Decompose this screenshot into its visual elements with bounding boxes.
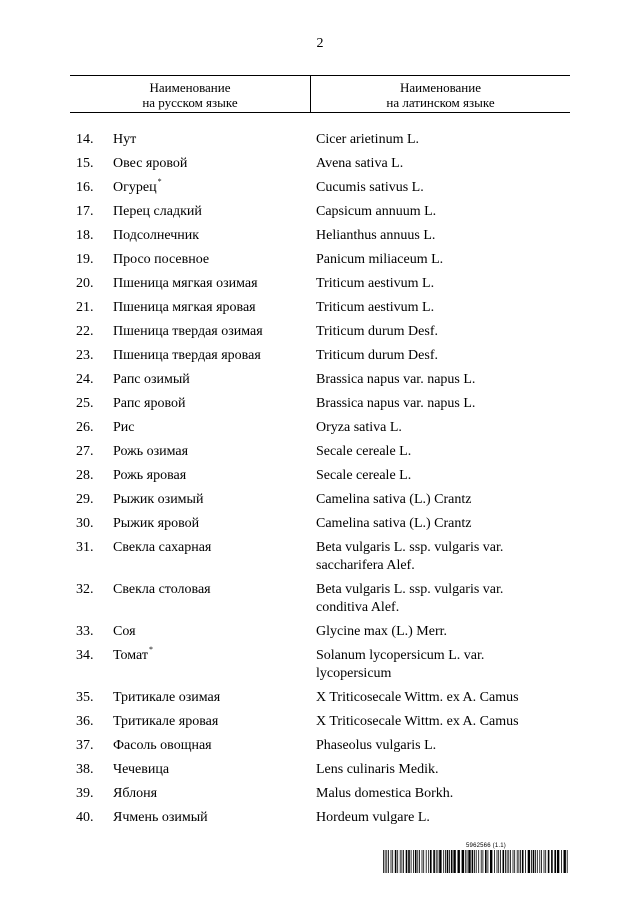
russian-name [113,347,308,365]
latin-name [316,419,556,437]
russian-name [113,227,308,245]
latin-name [316,203,556,221]
russian-name-text: Яблоня [113,786,158,801]
table-row [0,152,640,176]
latin-name-line: Hordeum vulgare L. [316,810,430,825]
barcode-bar [548,850,550,873]
latin-name [316,785,556,803]
latin-name [316,623,556,641]
table-row [0,536,640,578]
barcode-bar [385,850,386,873]
russian-name [113,299,308,317]
table-row [0,128,640,152]
barcode-bar [426,850,427,873]
barcode-bar [467,850,468,873]
barcode-bar [388,850,389,873]
header-russian-line-2: на русском языке [142,94,238,110]
row-number: 18. [76,228,94,243]
row-number: 23. [76,348,94,363]
russian-name [113,737,308,755]
header-russian-line-1: Наименование [149,79,231,95]
russian-name-text: Рожь яровая [113,468,187,483]
barcode-bar [498,850,499,873]
barcode-bar [391,850,392,873]
barcode-bar [488,850,489,873]
barcode-bar [520,850,521,873]
russian-name-text: Рис [113,420,135,435]
barcode-bar [522,850,524,873]
table-row [0,686,640,710]
russian-name [113,713,308,731]
table-row [0,734,640,758]
barcode-bar [422,850,423,873]
russian-name-text: Чечевица [113,762,170,777]
russian-name [113,131,308,149]
russian-name-text: Томат [113,648,148,663]
russian-name [113,491,308,509]
barcode-bar [408,850,410,873]
table-row [0,200,640,224]
barcode-bar [490,850,492,873]
latin-name [316,443,556,461]
row-number: 33. [76,624,94,639]
row-number: 26. [76,420,94,435]
page-number: 2 [316,36,324,51]
table-row [0,368,640,392]
latin-name [316,155,556,173]
russian-name-text: Пшеница твердая яровая [113,348,261,363]
barcode-bar [472,850,474,873]
barcode-bar [419,850,420,873]
barcode-bar [505,850,506,873]
latin-name [316,227,556,245]
latin-name-line: saccharifera Alef. [316,558,415,573]
russian-name [113,809,308,827]
barcode-bar [528,850,530,873]
row-number: 27. [76,444,94,459]
latin-name-line: Camelina sativa (L.) Crantz [316,516,472,531]
latin-name-line: Capsicum annuum L. [316,204,437,219]
latin-name [316,347,556,365]
latin-name-line: Brassica napus var. napus L. [316,396,476,411]
latin-name-line: Cucumis sativus L. [316,180,424,195]
barcode-bar [535,850,536,873]
latin-name-line: Panicum miliaceum L. [316,252,444,267]
russian-name [113,395,308,413]
barcode-bar [417,850,418,873]
russian-name-text: Перец сладкий [113,204,202,219]
barcode-bar [557,850,559,873]
row-number: 17. [76,204,94,219]
russian-name [113,785,308,803]
barcode-bar [554,850,556,873]
barcode-bar [474,850,475,873]
russian-name-text: Пшеница мягкая яровая [113,300,256,315]
barcode-bar [483,850,484,873]
row-number: 22. [76,324,94,339]
table-row [0,176,640,200]
table-row [0,296,640,320]
barcode-bar [510,850,511,873]
latin-name-line: Beta vulgaris L. ssp. vulgaris var. [316,540,504,555]
latin-name-line: Oryza sativa L. [316,420,402,435]
latin-name-line: Malus domestica Borkh. [316,786,454,801]
russian-name-text: Овес яровой [113,156,188,171]
latin-name [316,539,556,575]
row-number: 29. [76,492,94,507]
russian-name [113,203,308,221]
barcode-bar [453,850,455,873]
row-number: 28. [76,468,94,483]
russian-name [113,419,308,437]
russian-name [113,443,308,461]
table-row [0,248,640,272]
latin-name [316,581,556,617]
barcode-bar [468,850,470,873]
latin-name [316,299,556,317]
latin-name [316,131,556,149]
table-row [0,272,640,296]
latin-name [316,275,556,293]
barcode-bar [433,850,435,873]
russian-name-text: Свекла сахарная [113,540,212,555]
barcode-bar [544,850,545,873]
row-number: 24. [76,372,94,387]
barcode-bar [567,850,568,873]
table-row [0,710,640,734]
table-row [0,416,640,440]
row-number: 39. [76,786,94,801]
barcode-bar [462,850,464,873]
barcode-bar [436,850,437,873]
barcode-bar [395,850,397,873]
russian-name-text: Соя [113,624,136,639]
latin-name [316,713,556,731]
latin-name [316,371,556,389]
table-row [0,578,640,620]
russian-name-text: Рапс озимый [113,372,190,387]
barcode-bar [447,850,449,873]
barcode-bar [415,850,417,873]
russian-name-text: Фасоль овощная [113,738,212,753]
barcode-image [382,850,570,873]
row-number: 34. [76,648,94,663]
table-row [0,344,640,368]
barcode-bar [531,850,532,873]
row-number: 14. [76,132,94,147]
latin-name-line: Glycine max (L.) Merr. [316,624,448,639]
barcode-bar [485,850,487,873]
russian-name-text: Тритикале озимая [113,690,221,705]
latin-name-line: Solanum lycopersicum L. var. [316,648,485,663]
barcode-bar [449,850,450,873]
barcode-bar [465,850,466,873]
latin-name [316,761,556,779]
latin-name-line: Beta vulgaris L. ssp. vulgaris var. [316,582,504,597]
russian-name [113,275,308,293]
row-number: 36. [76,714,94,729]
barcode-bar [383,850,384,873]
row-number: 31. [76,540,94,555]
latin-name-line: Camelina sativa (L.) Crantz [316,492,472,507]
barcode-bar [519,850,520,873]
table-row [0,464,640,488]
latin-name [316,323,556,341]
russian-name [113,623,308,641]
barcode-bar [508,850,509,873]
barcode-bar [551,850,553,873]
latin-name-line: X Triticosecale Wittm. ex A. Camus [316,690,519,705]
latin-name-line: Phaseolus vulgaris L. [316,738,437,753]
latin-name-line: lycopersicum [316,666,392,681]
barcode-bar [413,850,414,873]
barcode-bar [439,850,441,873]
barcode-bar [494,850,495,873]
barcode-bar [438,850,439,873]
russian-name [113,761,308,779]
latin-name [316,515,556,533]
russian-name-text: Просо посевное [113,252,210,267]
table-header [70,75,570,113]
row-number: 25. [76,396,94,411]
russian-name-text: Рожь озимая [113,444,189,459]
row-number: 20. [76,276,94,291]
barcode-bar [445,850,446,873]
barcode-bar [514,850,515,873]
russian-name-text: Рыжик яровой [113,516,200,531]
latin-name [316,491,556,509]
barcode-bar [423,850,424,873]
header-latin-line-1: Наименование [400,79,481,95]
russian-name-text: Свекла столовая [113,582,211,597]
latin-name [316,737,556,755]
barcode-bar [476,850,477,873]
russian-name-text: Подсолнечник [113,228,200,243]
russian-name [113,515,308,533]
russian-name-text: Рапс яровой [113,396,186,411]
table-row [0,758,640,782]
footnote-marker: * [157,177,162,186]
latin-name-line: Triticum durum Desf. [316,348,438,363]
table-row [0,620,640,644]
header-latin-line-2: на латинском языке [386,94,495,110]
barcode-bar [428,850,429,873]
barcode-bar [397,850,398,873]
footnote-marker: * [148,645,153,654]
latin-name [316,251,556,269]
russian-name [113,689,308,707]
russian-name-text: Рыжик озимый [113,492,204,507]
header-latin-name [311,76,570,112]
russian-name [113,539,308,557]
table-row [0,488,640,512]
row-number: 35. [76,690,94,705]
latin-name-line: Secale cereale L. [316,444,412,459]
latin-name-line: Triticum aestivum L. [316,300,435,315]
barcode-bar [451,850,453,873]
barcode-bar [507,850,508,873]
barcode-bar [403,850,404,873]
barcode-bar [525,850,526,873]
latin-name-line: conditiva Alef. [316,600,400,615]
russian-name [113,467,308,485]
barcode-bar [533,850,535,873]
row-number: 21. [76,300,94,315]
header-russian-name [70,76,311,112]
russian-name-text: Ячмень озимый [113,810,208,825]
row-number: 30. [76,516,94,531]
latin-name-line: Triticum durum Desf. [316,324,438,339]
row-number: 16. [76,180,94,195]
russian-name [113,581,308,599]
latin-name [316,179,556,197]
russian-name-text: Тритикале яровая [113,714,219,729]
russian-name [113,155,308,173]
russian-name-text: Пшеница твердая озимая [113,324,263,339]
barcode-bar [541,850,542,873]
russian-name [113,323,308,341]
table-row [0,392,640,416]
barcode-bar [497,850,498,873]
row-number: 37. [76,738,94,753]
barcode-bar [478,850,479,873]
row-number: 40. [76,810,94,825]
row-number: 15. [76,156,94,171]
barcode-bar [443,850,444,873]
barcode-bar [545,850,546,873]
russian-name-text: Огурец [113,180,157,195]
table-row [0,440,640,464]
latin-name [316,809,556,827]
barcode-bar [392,850,393,873]
barcode-bar [406,850,408,873]
table-row [0,782,640,806]
barcode-bar [517,850,518,873]
barcode-bar [400,850,401,873]
table-row [0,320,640,344]
latin-name [316,647,556,683]
russian-name [113,179,308,197]
barcode-bar [503,850,505,873]
barcode-bar [458,850,460,873]
row-number: 32. [76,582,94,597]
latin-name-line: X Triticosecale Wittm. ex A. Camus [316,714,519,729]
row-number: 38. [76,762,94,777]
barcode-bar [561,850,562,873]
barcode-bar [481,850,482,873]
latin-name [316,395,556,413]
barcode-bar [430,850,432,873]
table-row [0,806,640,830]
barcode-bar [537,850,538,873]
barcode-bar [411,850,412,873]
barcode-bar [539,850,540,873]
latin-name [316,689,556,707]
species-list [0,128,640,830]
barcode-bar [402,850,403,873]
barcode-bar [513,850,514,873]
row-number: 19. [76,252,94,267]
latin-name-line: Brassica napus var. napus L. [316,372,476,387]
latin-name [316,467,556,485]
russian-name [113,251,308,269]
table-row [0,512,640,536]
russian-name-text: Пшеница мягкая озимая [113,276,258,291]
latin-name-line: Helianthus annuus L. [316,228,436,243]
barcode-bar [386,850,387,873]
barcode-bar [564,850,566,873]
latin-name-line: Triticum aestivum L. [316,276,435,291]
russian-name [113,371,308,389]
latin-name-line: Lens culinaris Medik. [316,762,439,777]
latin-name-line: Cicer arietinum L. [316,132,420,147]
latin-name-line: Secale cereale L. [316,468,412,483]
latin-name-line: Avena sativa L. [316,156,404,171]
russian-name [113,647,308,665]
table-row [0,644,640,686]
russian-name-text: Нут [113,132,137,147]
barcode-bar [500,850,501,873]
table-row [0,224,640,248]
document-code: 5962566 (1.1) [466,843,506,849]
